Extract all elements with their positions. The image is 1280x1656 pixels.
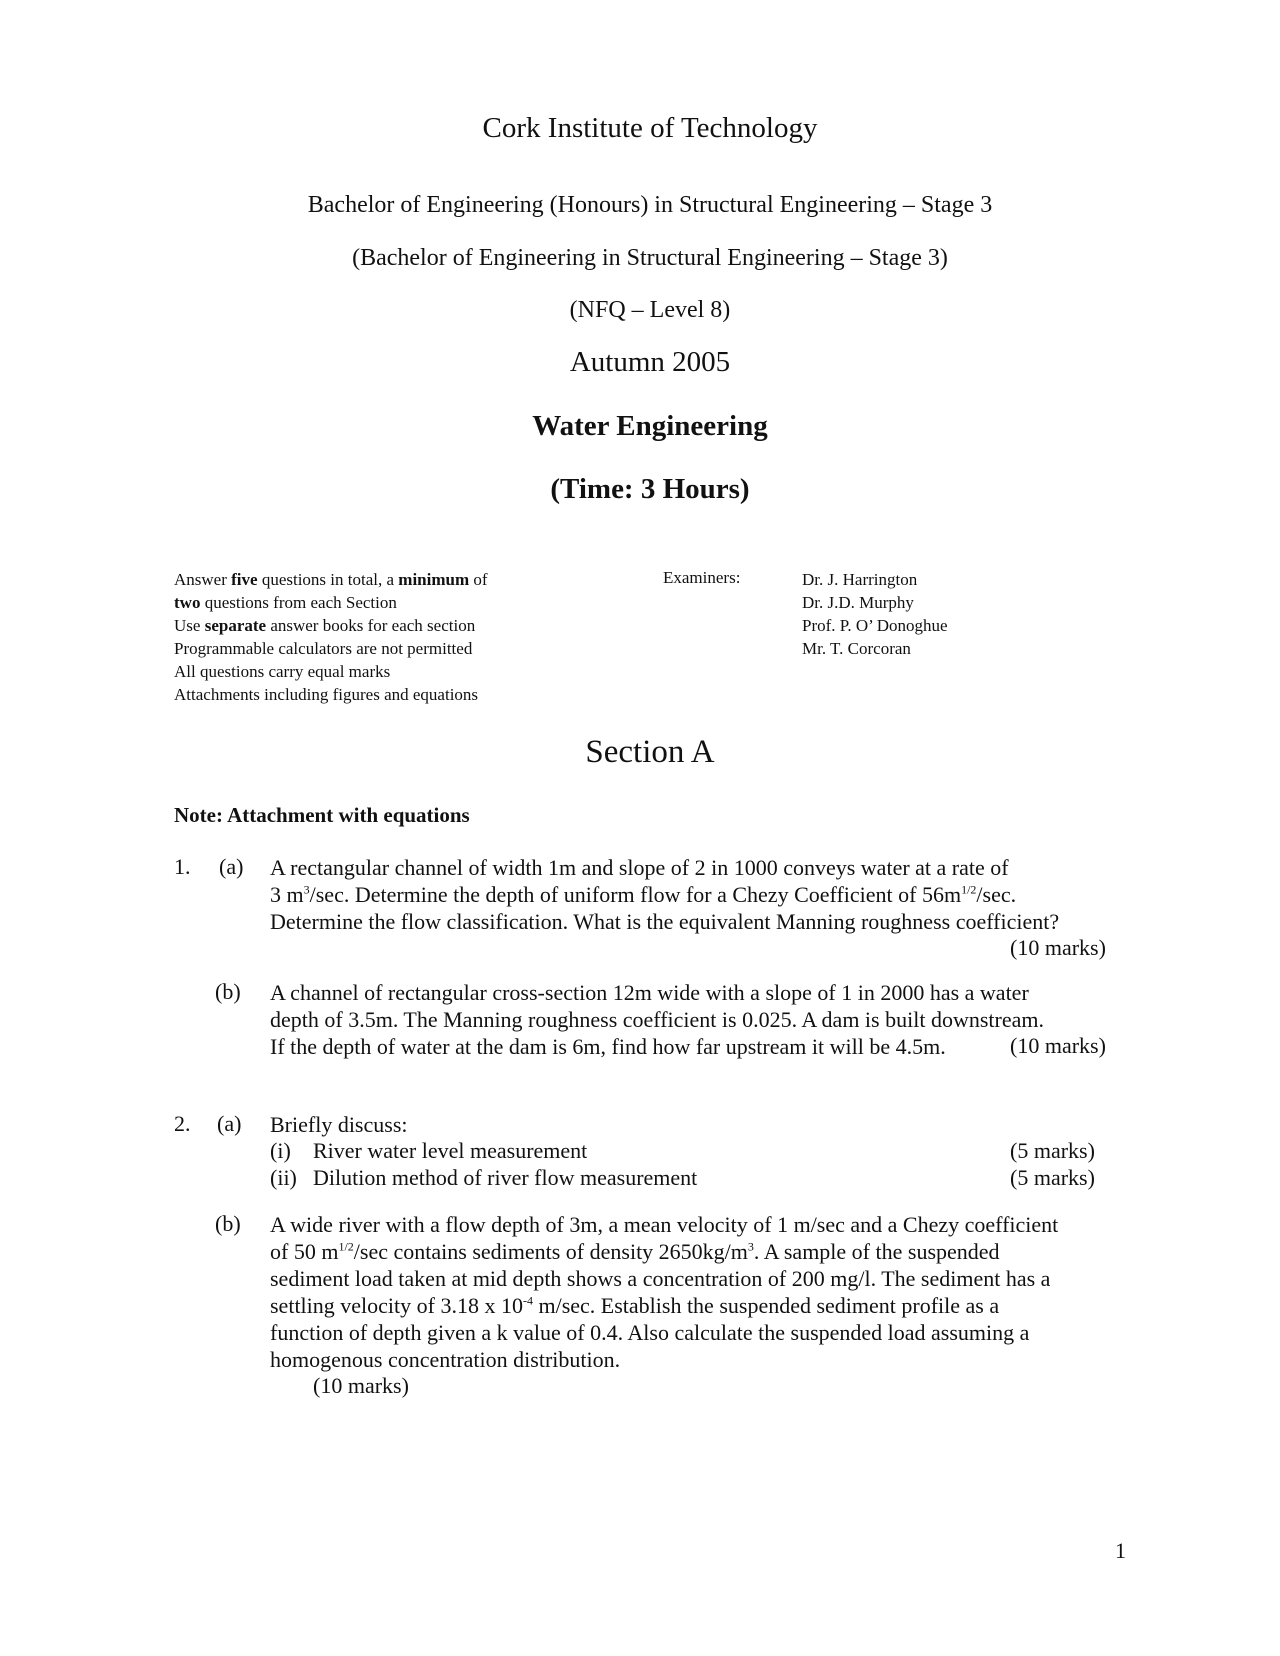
examiner-name: Dr. J. Harrington bbox=[802, 570, 918, 589]
instruction-line: Programmable calculators are not permitted bbox=[174, 639, 473, 658]
examiner-name: Prof. P. O’ Donoghue bbox=[802, 616, 948, 635]
exam-instructions bbox=[174, 568, 488, 706]
instruction-line: Use separate answer books for each section bbox=[174, 616, 476, 635]
exam-duration: (Time: 3 Hours) bbox=[550, 473, 750, 505]
question-2a-i-text: River water level measurement bbox=[313, 1138, 588, 1163]
question-1b-text: A channel of rectangular cross-section 12m wide with a slope of 1 in 2000 has a water depth of 3.5m. The Manning roughness coefficient is 0.025. A dam is built downstream. If the depth of water at the dam is 6m, find how far upstream it will be 4.5m. bbox=[270, 980, 1044, 1059]
nfq-level: (NFQ – Level 8) bbox=[569, 297, 731, 323]
question-2a-ii-text: Dilution method of river flow measurement bbox=[313, 1165, 698, 1190]
question-1a-label: (a) bbox=[219, 854, 244, 879]
question-1a-text: A rectangular channel of width 1m and slope of 2 in 1000 conveys water at a rate of 3 $m^3/\sec$. Determine the depth of uniform flow for a Chezy Coefficient of $56m^{1/2}/\sec$. Determine the flow classification. What is the equivalent Manning roughness coefficient? bbox=[270, 855, 1060, 934]
examiners-label: Examiners: bbox=[663, 568, 741, 587]
instruction-line: Attachments including figures and equations bbox=[174, 685, 479, 704]
question-2a-i-label: (i) bbox=[270, 1138, 291, 1163]
section-note: Note: Attachment with equations bbox=[174, 803, 470, 827]
question-1-number: 1. bbox=[174, 854, 191, 879]
instruction-line: two questions from each Section bbox=[174, 593, 397, 612]
question-2a-intro: Briefly discuss: bbox=[270, 1112, 408, 1137]
examiner-name: Mr. T. Corcoran bbox=[802, 639, 911, 658]
question-2b-marks: (10 marks) bbox=[313, 1373, 409, 1398]
instruction-line: Answer five questions in total, a minimum of bbox=[174, 570, 488, 589]
institution-title: Cork Institute of Technology bbox=[482, 112, 818, 144]
question-2b-text: A wide river with a flow depth of 3m, a mean velocity of 1 m/sec and a Chezy coefficient of 50 $m^{1/2}/\sec$ contains sediments of density $2650kg/m^3$. A sample of the suspended sediment load taken at mid depth shows a concentration of 200 mg/l. The sediment has a settling velocity of 3.18 x $10^{-4}$ m/sec. Establish the suspended sediment profile as a function of depth given a k value of 0.4. Also calculate the suspended load assuming a homogenous concentration distribution. bbox=[270, 1212, 1059, 1372]
subject-title: Water Engineering bbox=[532, 410, 768, 442]
question-1a-marks: (10 marks) bbox=[1010, 935, 1106, 960]
question-1b-label: (b) bbox=[215, 979, 241, 1004]
section-title: Section A bbox=[585, 734, 715, 770]
exam-term: Autumn 2005 bbox=[569, 346, 731, 378]
degree-title: Bachelor of Engineering (Honours) in Structural Engineering – Stage 3 bbox=[307, 192, 993, 218]
degree-alt-title: (Bachelor of Engineering in Structural Engineering – Stage 3) bbox=[352, 245, 948, 271]
question-2a-ii-marks: (5 marks) bbox=[1010, 1165, 1095, 1190]
instruction-line: All questions carry equal marks bbox=[174, 662, 391, 681]
question-2a-ii-label: (ii) bbox=[270, 1165, 297, 1190]
examiners-list bbox=[802, 568, 948, 660]
question-2-number: 2. bbox=[174, 1111, 191, 1136]
examiner-name: Dr. J.D. Murphy bbox=[802, 593, 914, 612]
question-1b-marks: (10 marks) bbox=[1010, 1033, 1106, 1058]
question-2a-label: (a) bbox=[217, 1111, 242, 1136]
question-2b-label: (b) bbox=[215, 1211, 241, 1236]
question-2a-i-marks: (5 marks) bbox=[1010, 1138, 1095, 1163]
page-number: 1 bbox=[1115, 1538, 1126, 1563]
